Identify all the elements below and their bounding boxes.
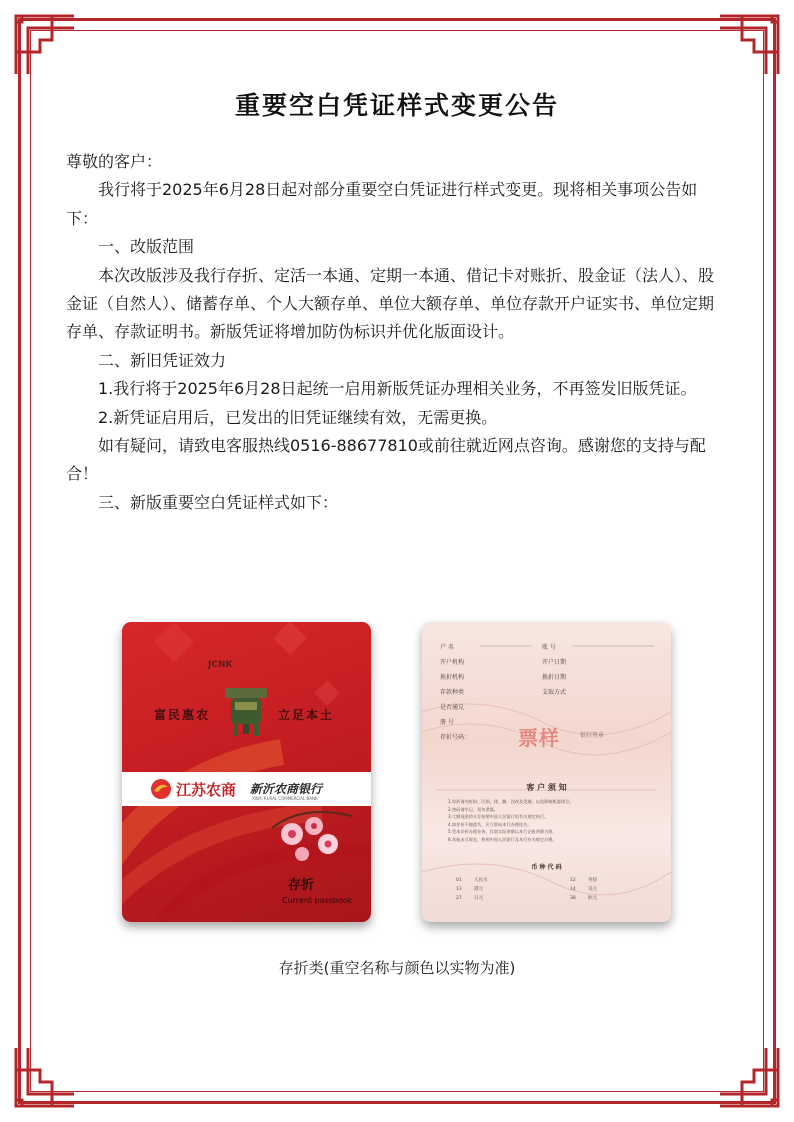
notice-line: 1.存折请勿折损、污损、揉、撕、涂改及受潮，以免影响机器读写。 [448, 799, 574, 804]
cover-slogan-left: 富民惠农 [154, 708, 211, 722]
contact-paragraph: 如有疑问，请致电客服热线0516-88677810或前往就近网点咨询。感谢您的支持与配合！ [66, 436, 706, 484]
validity-item-2: 2.新凭证启用后，已发出的旧凭证继续有效，无需更换。 [98, 407, 498, 427]
field-opening-date: 开户日期 [542, 659, 567, 666]
notice-line: 5.凭本存折办理业务，存款实际余额以本行记账余额为准。 [448, 829, 557, 835]
passbook-inner-page [422, 622, 671, 922]
passbook-product-english: Current passbook [282, 896, 353, 905]
corner-ornament [718, 14, 780, 76]
field-deposit-type: 存款种类 [440, 689, 465, 696]
field-passbook-number: 存折号码： [440, 734, 471, 741]
cover-logo-mark: JCNK [208, 660, 233, 670]
sample-caption: 存折类(重空名称与颜色以实物为准) [278, 959, 516, 977]
customer-notice-list [448, 798, 658, 844]
notice-body [66, 148, 728, 517]
specimen-stamp: 票样 [518, 726, 560, 750]
currency-row: 01 人民币 12 英镑 [456, 878, 597, 883]
passbook-front-cover [122, 622, 371, 922]
intro-paragraph: 我行将于2025年6月28日起对部分重要空白凭证进行样式变更。现将相关事项公告如下： [66, 180, 698, 228]
passbook-product-name: 存折 [288, 878, 315, 893]
notice-line: 3.大额现金的支存按照中国人民银行的有关规定执行。 [448, 814, 549, 820]
notice-line: 2.密码请牢记，切勿泄露。 [448, 806, 499, 812]
section-heading-samples: 三、新版重要空白凭证样式如下： [98, 492, 339, 512]
bank-name-english: XINYI RURAL COMMERCIAL BANK [252, 796, 318, 801]
field-universal-withdrawal: 是否通兑 [440, 704, 465, 711]
validity-item-1: 1.我行将于2025年6月28日起统一启用新版凭证办理相关业务，不再签发旧版凭证。 [98, 379, 697, 399]
section-heading-validity: 二、新旧凭证效力 [98, 350, 227, 370]
notice-line: 6.其他未尽事宜，按照中国人民银行及本行有关规定办理。 [448, 836, 557, 842]
bank-logo-icon [150, 778, 172, 800]
section-heading-scope: 一、改版范围 [98, 237, 195, 257]
field-withdrawal-method: 支取方式 [542, 689, 567, 696]
customer-notice-title: 客 户 须 知 [526, 783, 567, 792]
currency-code-title: 币 种 代 码 [531, 864, 562, 871]
currency-row: 27 日元 38 欧元 [456, 896, 597, 901]
page-title: 重要空白凭证样式变更公告 [234, 91, 559, 120]
bank-name-short: 江苏农商 [176, 781, 237, 799]
bank-seal-note: 银行签章 [580, 732, 605, 739]
corner-ornament [718, 1046, 780, 1108]
corner-ornament [14, 1046, 76, 1108]
bank-name-band [122, 772, 371, 806]
field-volume-number: 册 号 [440, 719, 454, 726]
passbook-samples [122, 622, 670, 922]
field-renewal-date: 换折日期 [542, 674, 567, 681]
currency-row: 13 港元 14 美元 [456, 887, 597, 892]
notice-line: 4.如存折不慎遗失，应立即向本行办理挂失。 [448, 821, 532, 827]
field-renewal-branch: 换折机构 [440, 674, 465, 681]
form-fields-right [542, 640, 566, 700]
corner-ornament [14, 14, 76, 76]
scope-paragraph: 本次改版涉及我行存折、定活一本通、定期一本通、借记卡对账折、股金证（法人）、股金证（自然人）、储蓄存单、个人大额存单、单位大额存单、单位存款开户证实书、单位定期存单、存款证明书。新版凭证将增加防伪标识并优化版面设计。 [66, 265, 715, 342]
field-opening-branch: 开户机构 [440, 659, 465, 666]
field-account-number: 账 号 [542, 644, 556, 651]
currency-code-table [456, 876, 646, 903]
field-account-name: 户 名 [440, 644, 454, 651]
greeting: 尊敬的客户： [66, 152, 163, 171]
cover-slogan-right: 立足本土 [278, 708, 335, 722]
bank-name-full: 新沂农商银行 [250, 782, 323, 796]
form-fields-left [440, 640, 470, 745]
